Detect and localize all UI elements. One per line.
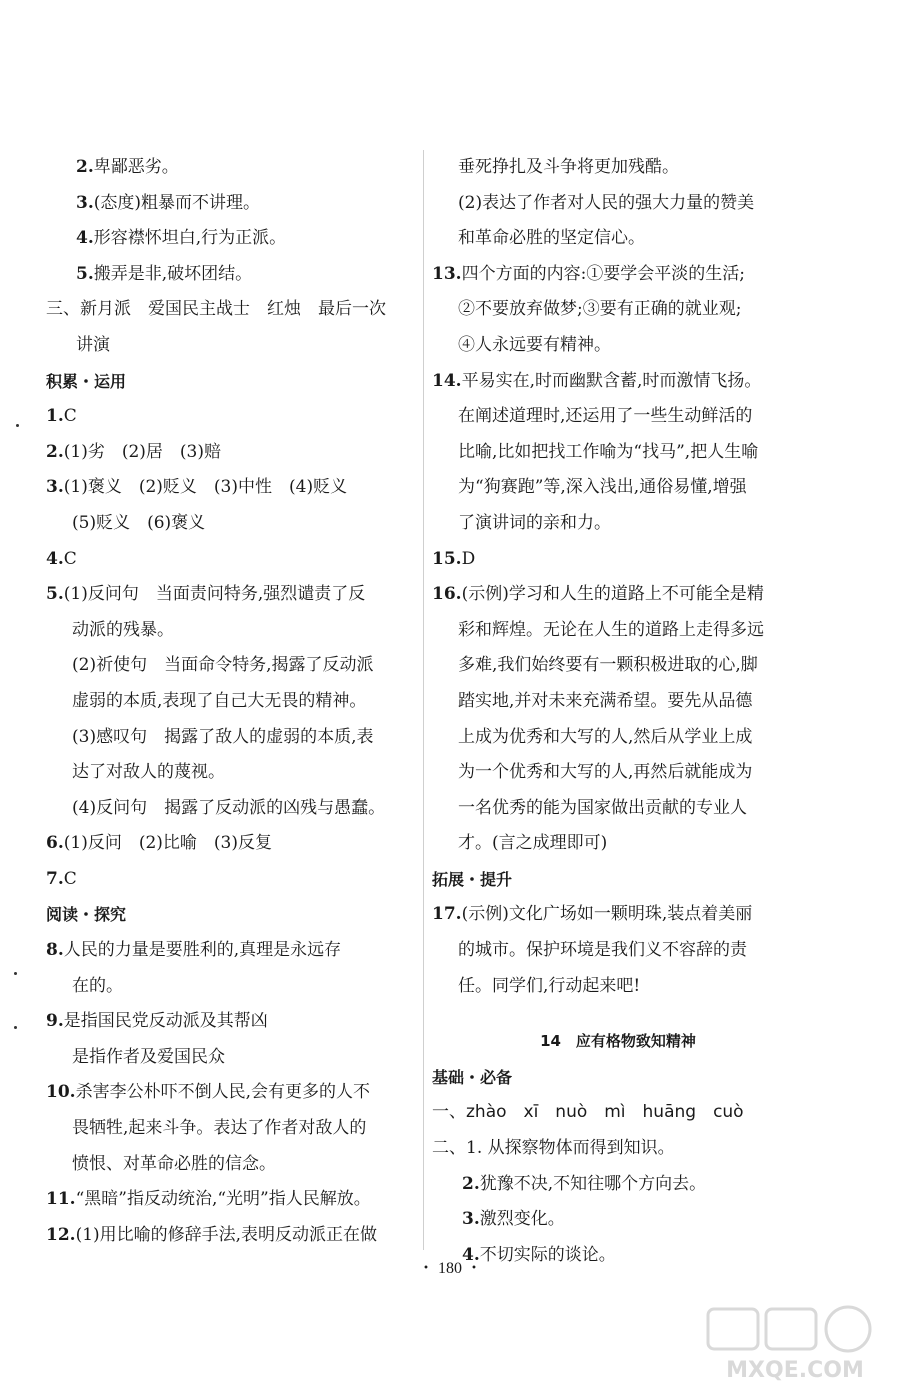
answer-text: 二、1. 从探察物体而得到知识。 [432, 1138, 675, 1159]
answer-line [46, 257, 418, 293]
answer-line [432, 684, 804, 720]
answer-line [46, 969, 418, 1005]
answer-line [432, 435, 804, 471]
answer-line [432, 648, 804, 684]
answer-text: 犹豫不决,不知往哪个方向去。 [479, 1173, 707, 1194]
question-number: 13. [432, 263, 462, 284]
answer-line [432, 542, 804, 578]
answer-line [432, 257, 804, 293]
answer-text: (2)表达了作者对人民的强大力量的赞美 [458, 192, 755, 213]
answer-text: 比喻,比如把找工作喻为“找马”,把人生喻 [458, 441, 759, 462]
answer-line [46, 577, 418, 613]
section-heading [46, 364, 418, 400]
answer-line [46, 1147, 418, 1183]
question-number: 3. [462, 1209, 480, 1230]
answer-text: C [63, 868, 77, 889]
answer-text: (1)用比喻的修辞手法,表明反动派正在做 [75, 1224, 378, 1245]
lesson-title: 14 应有格物致知精神 [540, 1032, 696, 1051]
question-number: 6. [46, 833, 64, 854]
answer-line [432, 150, 804, 186]
answer-line [46, 542, 418, 578]
answer-text: 为“狗赛跑”等,深入浅出,通俗易懂,增强 [458, 477, 747, 498]
scan-dot [14, 972, 17, 975]
question-number: 4. [462, 1244, 480, 1265]
question-number: 15. [432, 548, 462, 569]
answer-text: (1)反问句 当面责问特务,强烈谴责了反 [63, 584, 366, 605]
question-number: 7. [46, 868, 64, 889]
section-heading [46, 897, 418, 933]
answer-line [432, 1202, 804, 1238]
section-heading [432, 862, 804, 898]
answer-line [46, 613, 418, 649]
answer-text: 积累・运用 [46, 371, 127, 391]
answer-line [432, 613, 804, 649]
answer-line [432, 399, 804, 435]
answer-line [432, 933, 804, 969]
answer-text: 愤恨、对革命必胜的信念。 [72, 1153, 276, 1174]
answer-text: 踏实地,并对未来充满希望。要先从品德 [458, 690, 753, 711]
answer-text: ④人永远要有精神。 [458, 334, 611, 355]
question-number: 2. [46, 441, 64, 462]
answer-line [46, 720, 418, 756]
question-number: 5. [76, 263, 94, 284]
answer-text: 一名优秀的能为国家做出贡献的专业人 [458, 797, 747, 818]
answer-text: 阅读・探究 [46, 905, 127, 925]
answer-text: 卑鄙恶劣。 [93, 157, 179, 177]
answer-text: 一、zhào xī nuò mì huāng cuò [432, 1102, 744, 1123]
question-number: 3. [76, 192, 94, 213]
answer-line [432, 1167, 804, 1203]
spacer [432, 1004, 804, 1024]
answer-line [46, 862, 418, 898]
scan-dot [16, 424, 19, 427]
answer-text: 搬弄是非,破坏团结。 [93, 263, 253, 284]
answer-text: 形容襟怀坦白,行为正派。 [93, 228, 287, 249]
answer-text: 垂死挣扎及斗争将更加残酷。 [458, 157, 679, 177]
answer-line [46, 791, 418, 827]
answer-line [46, 328, 418, 364]
answer-text: 和革命必胜的坚定信心。 [458, 228, 645, 249]
answer-text: (示例)学习和人生的道路上不可能全是精 [461, 584, 764, 605]
answer-text: 讲演 [76, 334, 110, 355]
answer-text: (示例)文化广场如一颗明珠,装点着美丽 [461, 904, 753, 925]
answer-line [46, 1111, 418, 1147]
answer-text: 了演讲词的亲和力。 [458, 512, 611, 533]
left-column [46, 150, 418, 1253]
answer-line [46, 1004, 418, 1040]
answer-line [432, 506, 804, 542]
answer-line [432, 720, 804, 756]
answer-text: (4)反问句 揭露了反动派的凶残与愚蠢。 [72, 797, 386, 818]
answer-line [46, 933, 418, 969]
answer-line [432, 1095, 804, 1131]
answer-text: 不切实际的谈论。 [479, 1244, 616, 1265]
answer-text: (1)反问 (2)比喻 (3)反复 [63, 833, 272, 854]
answer-text: 基础・必备 [432, 1067, 513, 1087]
answer-line [432, 791, 804, 827]
answer-text: 四个方面的内容:①要学会平淡的生活; [461, 263, 746, 284]
right-column [432, 150, 804, 1273]
answer-line [432, 755, 804, 791]
answer-line [432, 221, 804, 257]
answer-line [432, 328, 804, 364]
answer-text: C [63, 548, 77, 569]
answer-line [432, 186, 804, 222]
watermark-text: MXQE.COM [726, 1358, 864, 1383]
question-number: 1. [46, 406, 64, 427]
answer-line [432, 470, 804, 506]
answer-line [46, 399, 418, 435]
answer-line [46, 1040, 418, 1076]
answer-text: (3)感叹句 揭露了敌人的虚弱的本质,表 [72, 726, 374, 747]
answer-line [432, 364, 804, 400]
answer-text: (5)贬义 (6)褒义 [72, 512, 206, 533]
answer-text: 拓展・提升 [432, 869, 513, 889]
answer-line [432, 1131, 804, 1167]
question-number: 11. [46, 1189, 76, 1210]
answer-text: 在的。 [72, 975, 123, 996]
answer-line [46, 506, 418, 542]
answer-text: D [461, 548, 476, 569]
answer-line [46, 186, 418, 222]
answer-text: 是指作者及爱国民众 [72, 1046, 225, 1067]
question-number: 5. [46, 584, 64, 605]
answer-text: 上成为优秀和大写的人,然后从学业上成 [458, 726, 753, 747]
answer-text: 是指国民党反动派及其帮凶 [63, 1011, 268, 1032]
question-number: 2. [76, 157, 94, 177]
answer-line [46, 150, 418, 186]
answer-text: (1)劣 (2)居 (3)赔 [63, 441, 221, 462]
answer-line [46, 470, 418, 506]
question-number: 3. [46, 477, 64, 498]
question-number: 4. [46, 548, 64, 569]
answer-text: 的城市。保护环境是我们义不容辞的责 [458, 940, 747, 961]
answer-text: 人民的力量是要胜利的,真理是永远存 [63, 940, 342, 961]
answer-text: 多难,我们始终要有一颗积极进取的心,脚 [458, 655, 758, 676]
answer-text: 杀害李公朴吓不倒人民,会有更多的人不 [75, 1082, 370, 1103]
answer-text: “黑暗”指反动统治,“光明”指人民解放。 [75, 1189, 371, 1210]
answer-text: (态度)粗暴而不讲理。 [93, 192, 261, 213]
answer-text: 任。同学们,行动起来吧! [458, 975, 641, 996]
answer-line [46, 292, 418, 328]
page-number: ・ 180 ・ [417, 1260, 482, 1277]
question-number: 16. [432, 584, 462, 605]
answer-text: C [63, 406, 77, 427]
column-divider [423, 150, 424, 1250]
answer-line [46, 1182, 418, 1218]
section-heading [432, 1060, 804, 1096]
answer-text: 达了对敌人的蔑视。 [72, 762, 225, 783]
answer-text: 为一个优秀和大写的人,再然后就能成为 [458, 762, 753, 783]
question-number: 2. [462, 1173, 480, 1194]
question-number: 12. [46, 1224, 76, 1245]
question-number: 17. [432, 904, 462, 925]
answer-text: 在阐述道理时,还运用了一些生动鲜活的 [458, 406, 753, 427]
scan-dot [14, 1026, 17, 1029]
question-number: 4. [76, 228, 94, 249]
answer-text: 激烈变化。 [479, 1209, 565, 1230]
answer-line [46, 1218, 418, 1254]
answer-line [46, 435, 418, 471]
answer-text: 动派的残暴。 [72, 619, 174, 640]
answer-line [432, 577, 804, 613]
question-number: 14. [432, 370, 462, 391]
answer-line [432, 292, 804, 328]
answer-line [46, 755, 418, 791]
answer-text: ②不要放弃做梦;③要有正确的就业观; [458, 299, 742, 320]
answer-line [432, 897, 804, 933]
question-number: 9. [46, 1011, 64, 1032]
answer-line [46, 1075, 418, 1111]
watermark-logo [700, 1305, 890, 1385]
answer-line [46, 684, 418, 720]
answer-line [432, 969, 804, 1005]
answer-line [46, 648, 418, 684]
answer-line [46, 826, 418, 862]
answer-line [432, 826, 804, 862]
question-number: 8. [46, 940, 64, 961]
answer-text: 彩和辉煌。无论在人生的道路上走得多远 [458, 619, 764, 640]
answer-line [46, 221, 418, 257]
answer-text: 平易实在,时而幽默含蓄,时而激情飞扬。 [461, 370, 762, 391]
answer-text: 才。(言之成理即可) [458, 833, 608, 854]
answer-text: 虚弱的本质,表现了自己大无畏的精神。 [72, 690, 367, 711]
answer-text: 畏牺牲,起来斗争。表达了作者对敌人的 [72, 1118, 367, 1139]
answer-text: (1)褒义 (2)贬义 (3)中性 (4)贬义 [63, 477, 348, 498]
question-number: 10. [46, 1082, 76, 1103]
answer-text: (2)祈使句 当面命令特务,揭露了反动派 [72, 655, 374, 676]
answer-text: 三、新月派 爱国民主战士 红烛 最后一次 [46, 299, 386, 320]
